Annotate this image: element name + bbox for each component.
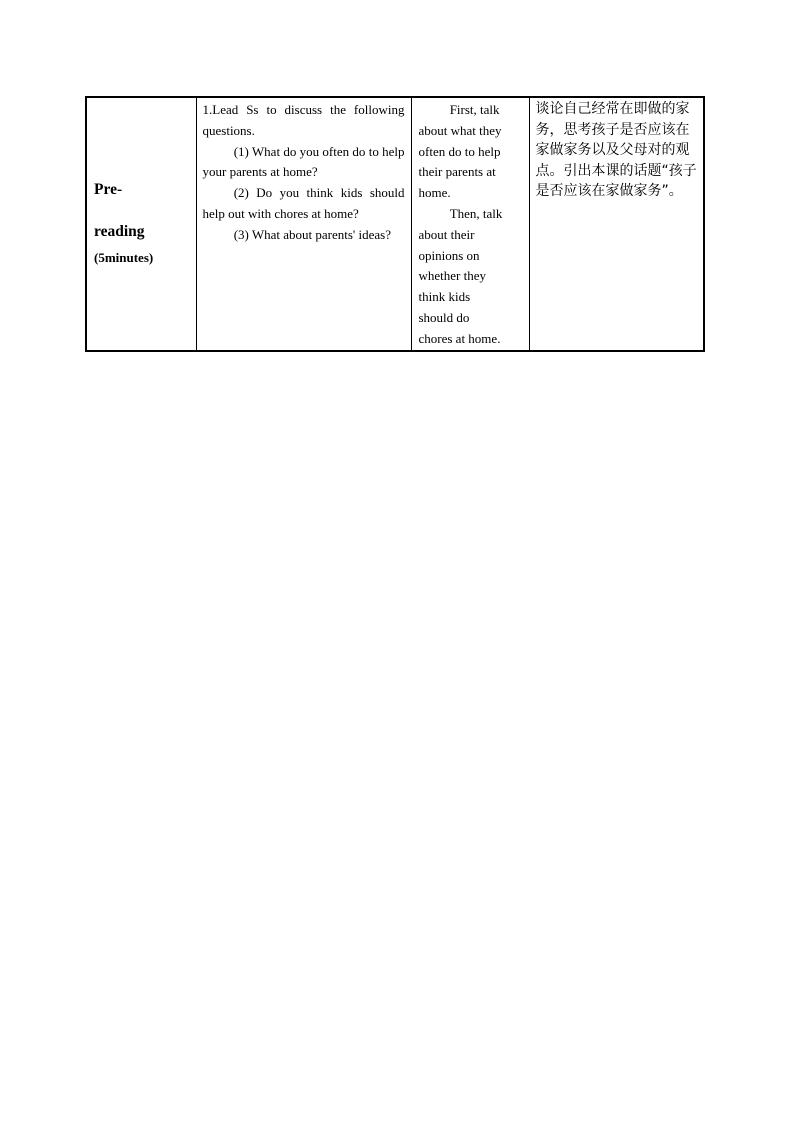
student-line: about their: [418, 226, 475, 242]
student-line: home.: [418, 185, 451, 201]
student-line: should do: [418, 309, 470, 325]
student-line: whether they: [418, 268, 487, 284]
student-line: their parents at: [418, 164, 496, 180]
student-line: about what they: [418, 122, 502, 138]
student-line: opinions on: [418, 247, 480, 263]
lesson-plan-table: [85, 96, 705, 352]
stage-cell: [86, 97, 196, 351]
student-line: think kids: [418, 289, 471, 305]
student-activity-cell: [411, 97, 529, 351]
design-purpose-cell: [529, 97, 704, 351]
teacher-instruction: 1.Lead Ss to discuss the following questions.: [202, 102, 405, 138]
teacher-activity-cell: [196, 97, 411, 351]
student-line: First, talk: [449, 102, 500, 117]
stage-name-part1: Pre-: [94, 181, 123, 199]
stage-duration: (5minutes): [94, 250, 154, 266]
question-3: (3) What about parents' ideas?: [233, 226, 392, 242]
student-line: chores at home.: [418, 330, 501, 346]
stage-name-part2: reading: [94, 223, 145, 241]
question-2: (2) Do you think kids should help out with chores at home?: [202, 185, 405, 221]
student-line: often do to help: [418, 143, 501, 159]
student-line: Then, talk: [449, 205, 503, 221]
table-row: [86, 97, 704, 351]
design-purpose-text: 谈论自己经常在即做的家务，思考孩子是否应该在家做家务以及父母对的观点。引出本课的话题“孩子是否应该在家做家务”。: [535, 101, 697, 199]
question-1: (1) What do you often do to help your parents at home?: [202, 143, 405, 180]
